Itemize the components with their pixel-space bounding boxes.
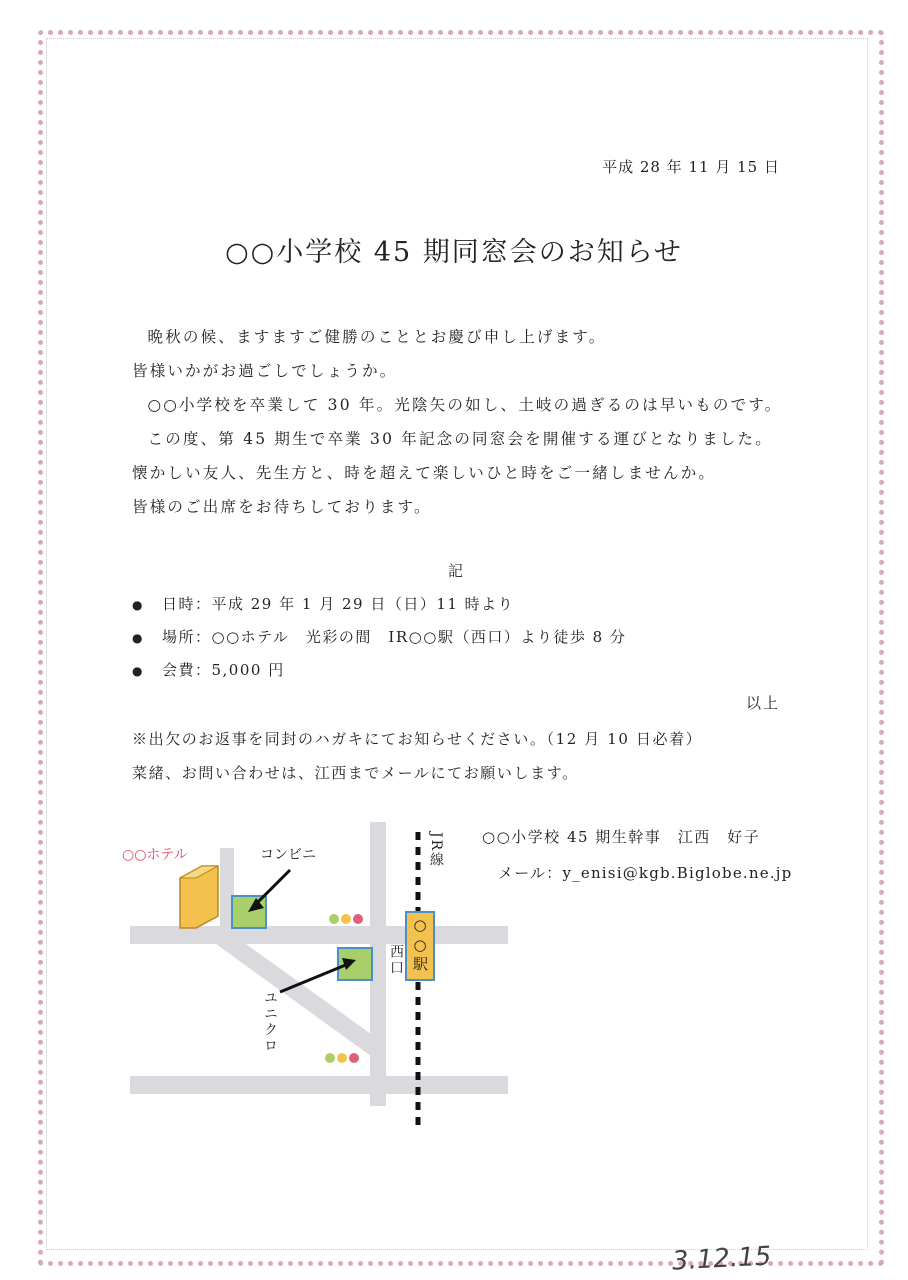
traffic-light-yellow: [337, 1053, 347, 1063]
organizer-email: メール：y_enisi@kgb.Biglobe.ne.jp: [498, 864, 793, 882]
map-jr-line-label: JR線: [428, 832, 444, 869]
document-date: 平成 28 年 11 月 15 日: [602, 158, 780, 176]
map-west-exit-label: 西口: [388, 944, 404, 976]
traffic-light-yellow: [341, 914, 351, 924]
traffic-light-green: [329, 914, 339, 924]
body-line: 皆様いかがお過ごしでしょうか。: [132, 362, 398, 380]
note-line: 菜緒、お問い合わせは、江西までメールにてお願いします。: [132, 764, 579, 782]
map-hotel-label: ○○ホテル: [122, 847, 188, 863]
map-uniqlo-label: ユニクロ: [262, 990, 278, 1054]
ki-heading: 記: [448, 562, 464, 580]
organizer-name: ○○小学校 45 期生幹事 江西 好子: [482, 828, 761, 846]
document-title: ○○小学校 45 期同窓会のお知らせ: [225, 237, 683, 268]
body-line: ○○小学校を卒業して 30 年。光陰矢の如し、土岐の過ぎるのは早いものです。: [147, 396, 783, 414]
body-line: 皆様のご出席をお待ちしております。: [132, 498, 432, 516]
bullet-icon: ●: [132, 631, 144, 645]
body-line: 懐かしい友人、先生方と、時を超えて楽しいひと時をご一緒しませんか。: [132, 464, 717, 482]
bullet-icon: ●: [132, 664, 144, 678]
bullet-icon: ●: [132, 598, 144, 612]
notes: [132, 722, 702, 790]
traffic-light-red: [349, 1053, 359, 1063]
detail-fee: [132, 654, 772, 687]
event-details: [132, 588, 772, 687]
handwritten-date: 3.12.15: [671, 1241, 772, 1277]
detail-place: [132, 621, 772, 654]
traffic-light-red: [353, 914, 363, 924]
detail-text: 日時：平成 29 年 1 月 29 日（日）11 時より: [162, 595, 515, 613]
detail-text: 場所：○○ホテル 光彩の間 IR○○駅（西口）より徒歩 8 分: [162, 628, 627, 646]
greeting-body: [132, 320, 812, 524]
road-horizontal-bottom: [130, 1076, 508, 1094]
detail-datetime: [132, 588, 772, 621]
map-convenience-label: コンビニ: [260, 847, 316, 863]
note-line: ※出欠のお返事を同封のハガキにてお知らせください。（12 月 10 日必着）: [132, 730, 703, 748]
uniqlo-store: [338, 948, 372, 980]
access-map: [120, 812, 520, 1142]
map-station-label: ○○駅: [411, 916, 429, 973]
body-line: 晩秋の候、ますますご健勝のこととお慶び申し上げます。: [147, 328, 607, 346]
traffic-light-green: [325, 1053, 335, 1063]
detail-text: 会費：5,000 円: [162, 661, 285, 679]
arrow-to-convenience: [254, 870, 290, 906]
body-line: この度、第 45 期生で卒業 30 年記念の同窓会を開催する運びとなりました。: [147, 430, 773, 448]
ijou-closing: 以上: [745, 694, 780, 712]
